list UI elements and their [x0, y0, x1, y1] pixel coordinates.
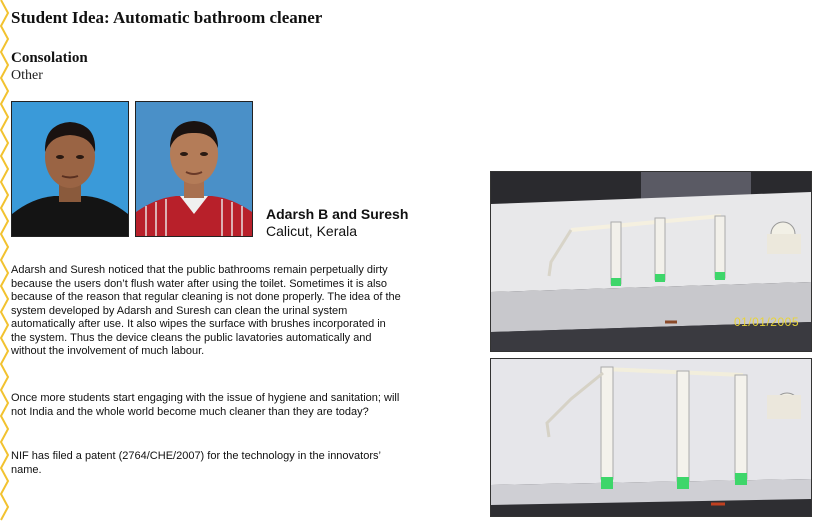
award-level: Consolation [11, 50, 88, 66]
innovator-location: Calicut, Kerala [266, 223, 358, 239]
body-paragraph-question: Once more students start engaging with the issue of hygiene and sanitation; will not India and the whole world become much cleaner than they are today? [11, 392, 400, 418]
device-photo-top [490, 171, 812, 352]
portrait-photo-adarsh [11, 101, 129, 237]
page-title: Student Idea: Automatic bathroom cleaner [11, 8, 323, 27]
award-category: Other [11, 68, 43, 83]
body-paragraph-description: Adarsh and Suresh noticed that the public bathrooms remain perpetually dirty because the users don’t flush water after using the toilet. Sometimes it is also because of the reason that regular cleaning is not done properly. The idea of the system developed by Adarsh and Suresh can clean the urinal system automatically after use. It also wipes the surface with brushes incorporated in the system. Thus the device cleans the public lavatories automatically and without the involvement of much labour. [11, 264, 401, 357]
device-photo-bottom [490, 358, 812, 517]
date-stamp: 01/01/2005 [733, 315, 799, 329]
body-paragraph-patent: NIF has filed a patent (2764/CHE/2007) for the technology in the innovators’ name. [11, 450, 381, 476]
portrait-photo-suresh [135, 101, 253, 237]
decorative-zigzag-border [0, 0, 10, 522]
innovator-names: Adarsh B and Suresh [266, 206, 409, 222]
